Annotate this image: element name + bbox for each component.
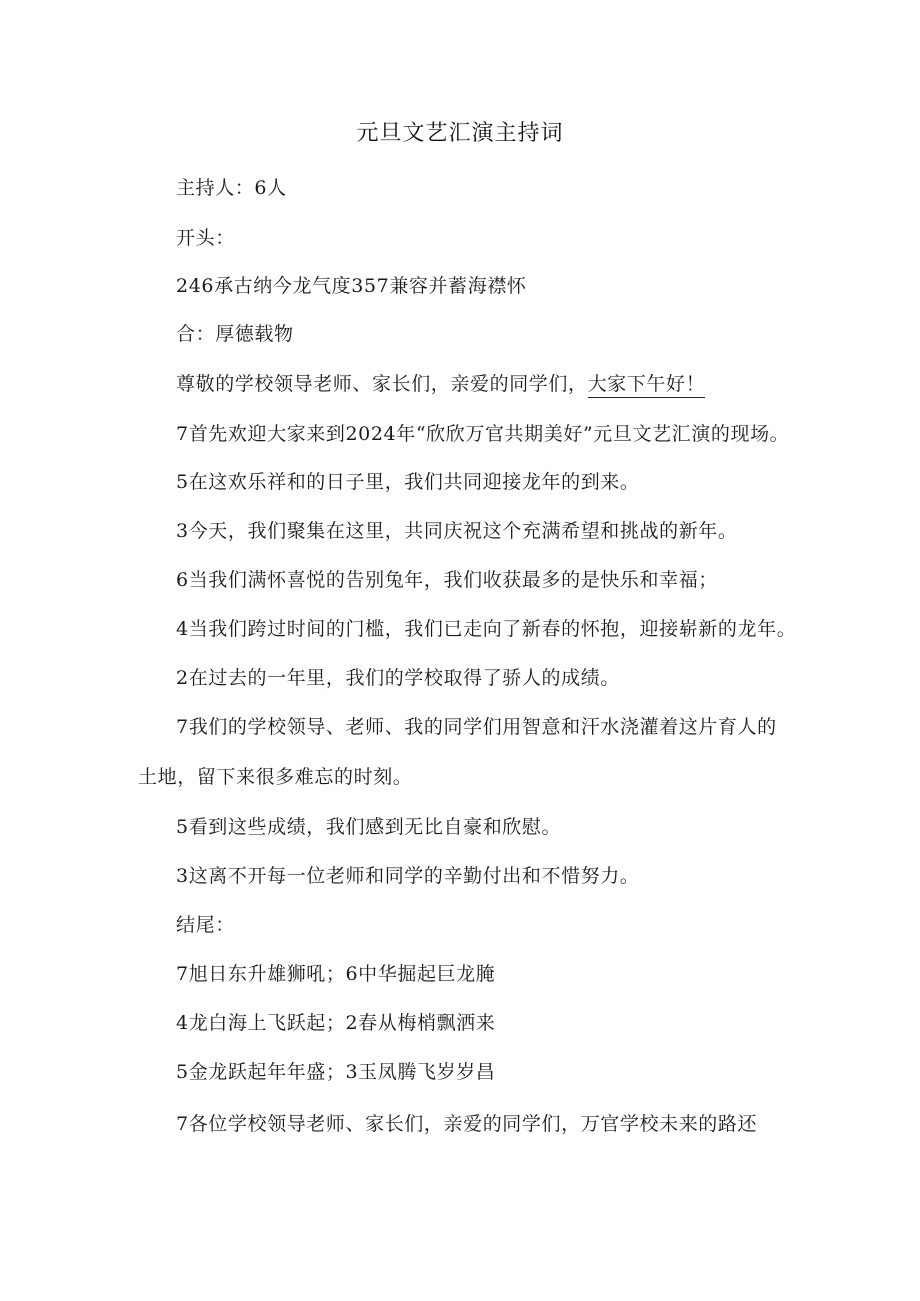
- together-line: 合：厚德载物: [176, 323, 294, 345]
- script-line: 6当我们满怀喜悦的告别兔年，我们收获最多的是快乐和幸福；: [176, 569, 718, 591]
- script-line: 7我们的学校领导、老师、我的同学们用智意和汗水浇灌着这片育人的: [176, 716, 777, 738]
- ending-line: 7各位学校领导老师、家长们，亲爱的同学们，万官学校未来的路还: [176, 1113, 758, 1135]
- ending-line: 4龙白海上飞跃起；2春从梅梢飘洒来: [176, 1012, 496, 1034]
- script-line: 2在过去的一年里，我们的学校取得了骄人的成绩。: [176, 667, 620, 689]
- ending-line: 5金龙跃起年年盛；3玉凤腾飞岁岁昌: [176, 1061, 496, 1083]
- opening-heading: 开头：: [176, 227, 235, 249]
- script-line: 3这离不开每一位老师和同学的辛勤付出和不惜努力。: [176, 865, 640, 887]
- greeting-highlight: 大家下午好！: [588, 373, 706, 398]
- couplet-line: 246承古纳今龙气度357兼容并蓄海襟怀: [176, 275, 527, 297]
- host-info: 主持人：6人: [176, 177, 287, 199]
- script-line: 7首先欢迎大家来到2024年“欣欣万官共期美好”元旦文艺汇演的现场。: [176, 423, 790, 445]
- ending-line: 7旭日东升雄狮吼；6中华掘起巨龙腌: [176, 963, 496, 985]
- script-line: 5看到这些成绩，我们感到无比自豪和欣慰。: [176, 816, 562, 838]
- greeting-prefix: 尊敬的学校领导老师、家长们，亲爱的同学们，: [176, 373, 588, 395]
- ending-heading: 结尾：: [176, 914, 235, 936]
- script-line: 5在这欢乐祥和的日子里，我们共同迎接龙年的到来。: [176, 471, 640, 493]
- script-line: 4当我们跨过时间的门槛，我们已走向了新春的怀抱，迎接崭新的龙年。: [176, 618, 797, 640]
- script-line: 3今天，我们聚集在这里，共同庆祝这个充满希望和挑战的新年。: [176, 520, 738, 542]
- document-title: 元旦文艺汇演主持词: [356, 121, 564, 146]
- greeting-line: [176, 372, 705, 396]
- script-line: 土地，留下来很多难忘的时刻。: [138, 766, 413, 788]
